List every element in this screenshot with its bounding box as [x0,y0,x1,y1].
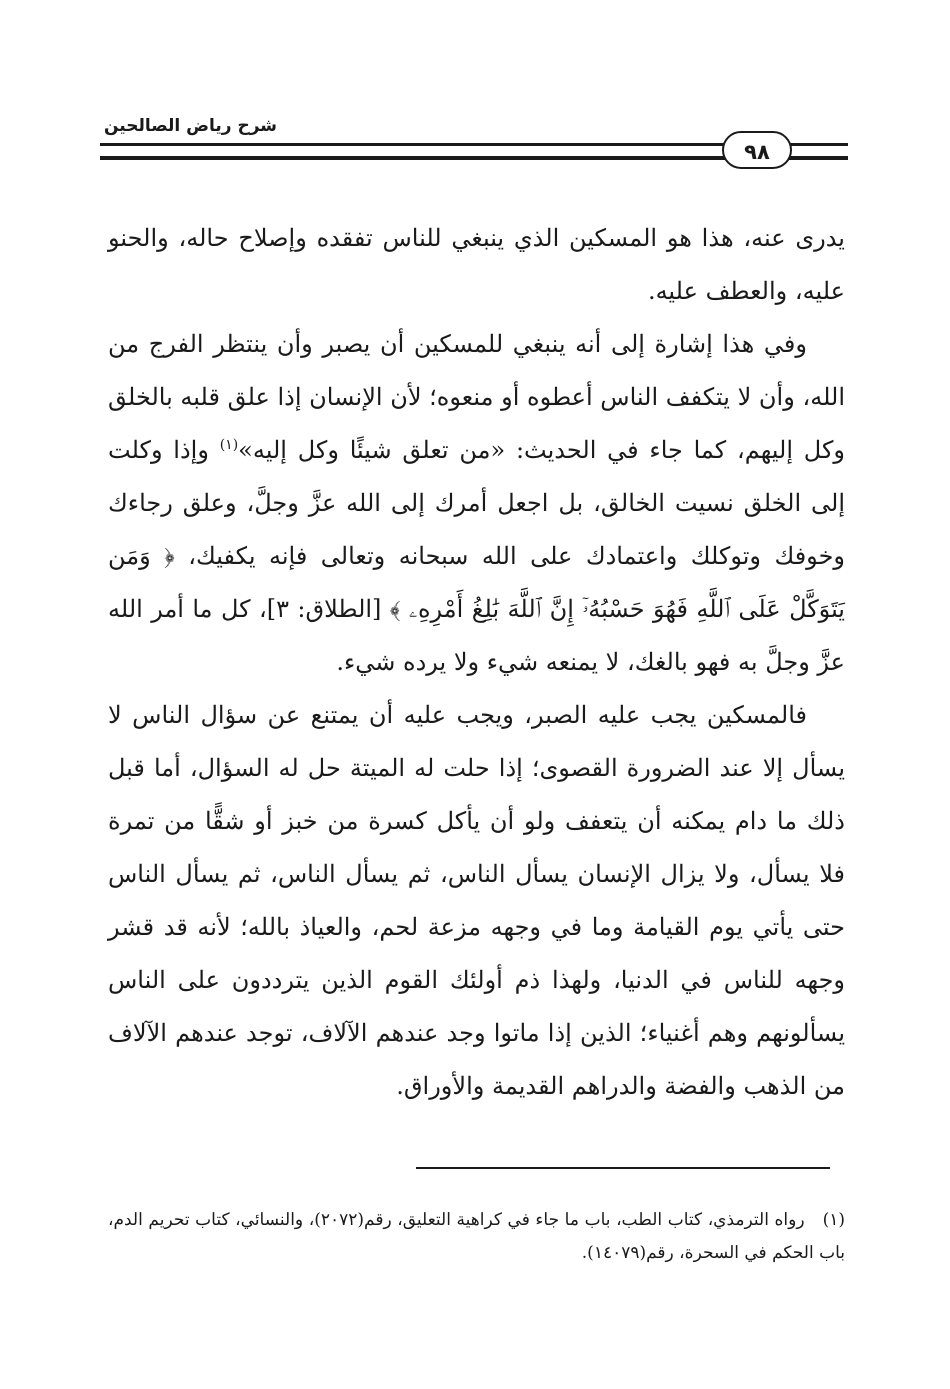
paragraph-3: فالمسكين يجب عليه الصبر، ويجب عليه أن يمتنع عن سؤال الناس لا يسأل إلا عند الضرورة القصوى؛ إذا حلت له الميتة حل له السؤال، أما قبل ذلك ما دام يمكنه أن يتعفف ولو أن يأكل كسرة من خبز أو شقًّا من تمرة فلا يسأل، ولا يزال الإنسان يسأل الناس، ثم يسأل الناس، ثم يسأل الناس حتى يأتي يوم القيامة وما في وجهه مزعة لحم، والعياذ بالله؛ لأنه قد قشر وجهه للناس في الدنيا، ولهذا ذم أولئك القوم الذين يترددون على الناس يسألونهم وهم أغنياء؛ الذين إذا ماتوا وجد عندهم الآلاف، توجد عندهم الآلاف من الذهب والفضة والدراهم القديمة والأوراق. [108,701,846,1100]
paragraph-2 [108,318,845,689]
paragraph-2-text-a: وفي هذا إشارة إلى أنه ينبغي للمسكين أن يصبر وأن ينتظر الفرج من الله، وأن لا يتكفف الناس أعطوه أو منعوه؛ لأن الإنسان إذا علق قلبه بالخلق وكل إليهم، كما جاء في الحديث: «من تعلق شيئًا وكل إليه» [108,330,845,464]
footnote-number: (١) [822,1210,845,1230]
footnote-reference-1[interactable]: (١) [219,437,239,453]
running-header-title: شرح رياض الصالحين [104,116,278,136]
paragraph-2-text-b: وإذا وكلت إلى الخلق نسيت الخالق، بل اجعل أمرك إلى الله عزَّ وجلَّ، وعلق رجاءك وخوفك وتوكلك واعتمادك على الله سبحانه وتعالى فإنه يكفيك، [108,436,845,570]
main-text [108,212,845,1113]
footnote-text: رواه الترمذي، كتاب الطب، باب ما جاء في كراهية التعليق، رقم(٢٠٧٢)، والنسائي، كتاب تحريم الدم، باب الحكم في السحرة، رقم(١٤٠٧٩). [108,1210,845,1263]
quran-verse: ﴿ وَمَن يَتَوَكَّلْ عَلَى ٱللَّهِ فَهُوَ حَسْبُهُۥٓ إِنَّ ٱللَّهَ بَٰلِغُ أَمْرِهِۦ ﴾ [108,542,845,623]
paragraph-1: يدرى عنه، هذا هو المسكين الذي ينبغي للناس تفقده وإصلاح حاله، والحنو عليه، والعطف عليه. [108,224,845,305]
paragraph-2-text-c: [الطلاق: ٣]، كل ما أمر الله عزَّ وجلَّ به فهو بالغك، لا يمنعه شيء ولا يرده شيء. [108,595,845,676]
footnotes-section [108,1204,845,1270]
footnote-separator [416,1167,830,1169]
page-number-badge: ٩٨ [722,131,792,169]
footnote-1 [108,1204,845,1270]
